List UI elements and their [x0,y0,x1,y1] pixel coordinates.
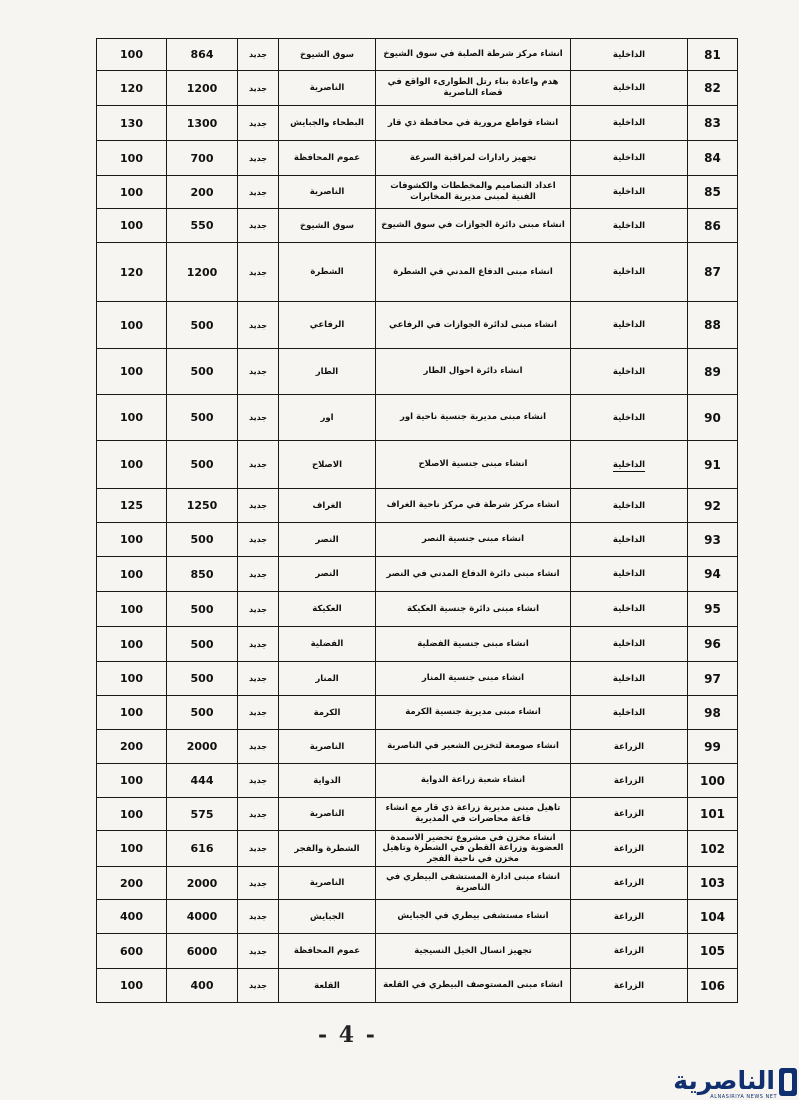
cost-cell: 100 [97,696,167,730]
type-cell: جديد [238,831,279,867]
type-cell: جديد [238,71,279,106]
table-row [97,831,738,867]
department-cell: الداخلية [571,302,688,349]
row-number-cell: 82 [688,71,738,106]
cost-cell: 100 [97,349,167,395]
type-cell: جديد [238,489,279,523]
location-cell: الناصرية [279,730,376,764]
project-name-cell: انشاء مبنى الدفاع المدني في الشطرة [376,243,571,302]
row-number-cell: 84 [688,141,738,176]
location-cell: الناصرية [279,71,376,106]
row-number-cell: 103 [688,867,738,900]
table-row [97,349,738,395]
type-cell: جديد [238,798,279,831]
type-cell: جديد [238,730,279,764]
quantity-cell: 500 [167,627,238,662]
cost-cell: 100 [97,627,167,662]
project-name-cell: انشاء مركز شرطة في مركز ناحية الغراف [376,489,571,523]
department-cell: الداخلية [571,71,688,106]
location-cell: الناصرية [279,176,376,209]
table-row [97,696,738,730]
projects-table-body [97,39,738,1003]
cost-cell: 100 [97,831,167,867]
project-name-cell: انشاء مبنى ادارة المستشفى البيطري في الناصرية [376,867,571,900]
department-cell: الزراعة [571,730,688,764]
type-cell: جديد [238,867,279,900]
department-cell: الداخلية [571,557,688,592]
logo-text: الناصرية [673,1066,775,1095]
quantity-cell: 500 [167,696,238,730]
cost-cell: 100 [97,523,167,557]
type-cell: جديد [238,764,279,798]
project-name-cell: انشاء مبنى دائرة الدفاع المدني في النصر [376,557,571,592]
quantity-cell: 616 [167,831,238,867]
project-name-cell: انشاء مخزن في مشروع تحضير الاسمدة العضوية وزراعة القطن في الشطرة وتاهيل مخزن في ناحية الفجر [376,831,571,867]
cost-cell: 200 [97,730,167,764]
row-number-cell: 83 [688,106,738,141]
row-number-cell: 97 [688,662,738,696]
table-row [97,592,738,627]
quantity-cell: 2000 [167,867,238,900]
location-cell: عموم المحافظة [279,141,376,176]
location-cell: الاصلاح [279,441,376,489]
quantity-cell: 200 [167,176,238,209]
row-number-cell: 86 [688,209,738,243]
quantity-cell: 6000 [167,934,238,969]
type-cell: جديد [238,627,279,662]
department-cell: الداخلية [571,176,688,209]
project-name-cell: انشاء دائرة احوال الطار [376,349,571,395]
type-cell: جديد [238,106,279,141]
table-row [97,798,738,831]
location-cell: الدواية [279,764,376,798]
row-number-cell: 94 [688,557,738,592]
cost-cell: 100 [97,441,167,489]
cost-cell: 200 [97,867,167,900]
type-cell: جديد [238,696,279,730]
location-cell: النصر [279,557,376,592]
quantity-cell: 1200 [167,71,238,106]
department-cell: الداخلية [571,523,688,557]
department-cell: الزراعة [571,867,688,900]
department-cell: الداخلية [571,243,688,302]
table-row [97,302,738,349]
cost-cell: 100 [97,209,167,243]
type-cell: جديد [238,395,279,441]
cost-cell: 100 [97,39,167,71]
project-name-cell: انشاء مبنى جنسية النصر [376,523,571,557]
quantity-cell: 1200 [167,243,238,302]
department-cell: الداخلية [571,349,688,395]
row-number-cell: 101 [688,798,738,831]
table-row [97,71,738,106]
row-number-cell: 106 [688,969,738,1003]
project-name-cell: تجهيز انسال الخيل النسيجية [376,934,571,969]
project-name-cell: انشاء مبنى دائرة الجوازات في سوق الشيوخ [376,209,571,243]
row-number-cell: 85 [688,176,738,209]
quantity-cell: 1250 [167,489,238,523]
quantity-cell: 500 [167,592,238,627]
location-cell: الطار [279,349,376,395]
quantity-cell: 444 [167,764,238,798]
row-number-cell: 95 [688,592,738,627]
quantity-cell: 1300 [167,106,238,141]
table-row [97,867,738,900]
cost-cell: 100 [97,764,167,798]
project-name-cell: انشاء قواطع مرورية في محافظة ذي قار [376,106,571,141]
type-cell: جديد [238,592,279,627]
quantity-cell: 4000 [167,900,238,934]
quantity-cell: 500 [167,349,238,395]
type-cell: جديد [238,900,279,934]
cost-cell: 100 [97,592,167,627]
table-row [97,441,738,489]
row-number-cell: 93 [688,523,738,557]
logo-subtitle: ALNASIRIYA NEWS NET [710,1094,777,1100]
project-name-cell: انشاء مبنى جنسية الفضلية [376,627,571,662]
logo-mark-icon [779,1068,797,1096]
department-cell: الداخلية [571,627,688,662]
quantity-cell: 700 [167,141,238,176]
table-row [97,662,738,696]
row-number-cell: 81 [688,39,738,71]
location-cell: الناصرية [279,867,376,900]
department-cell: الداخلية [571,395,688,441]
type-cell: جديد [238,141,279,176]
quantity-cell: 2000 [167,730,238,764]
project-name-cell: اعداد التصاميم والمخططات والكشوفات الفنية لمبنى مديرية المخابرات [376,176,571,209]
type-cell: جديد [238,209,279,243]
row-number-cell: 96 [688,627,738,662]
project-name-cell: انشاء صومعة لتخزين الشعير في الناصرية [376,730,571,764]
project-name-cell: انشاء مبنى مديرية جنسية الكرمة [376,696,571,730]
row-number-cell: 92 [688,489,738,523]
row-number-cell: 102 [688,831,738,867]
type-cell: جديد [238,523,279,557]
table-row [97,141,738,176]
table-row [97,627,738,662]
table-row [97,395,738,441]
cost-cell: 100 [97,969,167,1003]
type-cell: جديد [238,176,279,209]
quantity-cell: 575 [167,798,238,831]
table-row [97,176,738,209]
row-number-cell: 105 [688,934,738,969]
department-cell: الزراعة [571,969,688,1003]
table-row [97,106,738,141]
location-cell: اور [279,395,376,441]
table-row [97,969,738,1003]
cost-cell: 120 [97,71,167,106]
location-cell: الشطرة والفجر [279,831,376,867]
table-row [97,523,738,557]
project-name-cell: انشاء مبنى المستوصف البيطري في القلعة [376,969,571,1003]
cost-cell: 100 [97,141,167,176]
location-cell: العكيكة [279,592,376,627]
table-row [97,764,738,798]
type-cell: جديد [238,557,279,592]
row-number-cell: 88 [688,302,738,349]
type-cell: جديد [238,662,279,696]
department-cell: الداخلية [571,209,688,243]
quantity-cell: 500 [167,395,238,441]
cost-cell: 100 [97,302,167,349]
row-number-cell: 87 [688,243,738,302]
department-cell: الزراعة [571,934,688,969]
project-name-cell: تاهيل مبنى مديرية زراعة ذي قار مع انشاء قاعة محاضرات في المديرية [376,798,571,831]
type-cell: جديد [238,302,279,349]
quantity-cell: 500 [167,302,238,349]
department-cell: الداخلية [571,39,688,71]
type-cell: جديد [238,969,279,1003]
department-cell: الداخلية [571,489,688,523]
cost-cell: 125 [97,489,167,523]
table-row [97,934,738,969]
project-name-cell: انشاء شعبة زراعة الدواية [376,764,571,798]
cost-cell: 130 [97,106,167,141]
row-number-cell: 90 [688,395,738,441]
project-name-cell: تجهيز رادارات لمراقبة السرعة [376,141,571,176]
row-number-cell: 104 [688,900,738,934]
location-cell: النصر [279,523,376,557]
site-logo [664,1064,799,1100]
quantity-cell: 550 [167,209,238,243]
table-row [97,39,738,71]
department-label: الداخلية [612,459,646,470]
row-number-cell: 100 [688,764,738,798]
type-cell: جديد [238,39,279,71]
project-name-cell: انشاء مبنى مديرية جنسية ناحية اور [376,395,571,441]
department-cell [571,441,688,489]
location-cell: سوق الشيوخ [279,209,376,243]
department-cell: الزراعة [571,900,688,934]
cost-cell: 120 [97,243,167,302]
location-cell: المنار [279,662,376,696]
location-cell: سوق الشيوخ [279,39,376,71]
location-cell: الناصرية [279,798,376,831]
department-cell: الداخلية [571,696,688,730]
table-row [97,730,738,764]
type-cell: جديد [238,243,279,302]
location-cell: الجبايش [279,900,376,934]
project-name-cell: انشاء مبنى دائرة جنسية العكيكة [376,592,571,627]
row-number-cell: 98 [688,696,738,730]
cost-cell: 100 [97,176,167,209]
location-cell: الغراف [279,489,376,523]
cost-cell: 100 [97,662,167,696]
type-cell: جديد [238,349,279,395]
table-row [97,900,738,934]
row-number-cell: 91 [688,441,738,489]
department-cell: الداخلية [571,662,688,696]
type-cell: جديد [238,441,279,489]
table-row [97,243,738,302]
row-number-cell: 89 [688,349,738,395]
cost-cell: 100 [97,557,167,592]
location-cell: الشطرة [279,243,376,302]
cost-cell: 100 [97,395,167,441]
department-cell: الزراعة [571,831,688,867]
row-number-cell: 99 [688,730,738,764]
cost-cell: 100 [97,798,167,831]
location-cell: عموم المحافظة [279,934,376,969]
project-name-cell: هدم واعادة بناء رتل الطوارىء الواقع في قضاء الناصرية [376,71,571,106]
location-cell: الفضلية [279,627,376,662]
project-name-cell: انشاء مبنى جنسية الاصلاح [376,441,571,489]
project-name-cell: انشاء مستشفى بيطري في الجبايش [376,900,571,934]
type-cell: جديد [238,934,279,969]
cost-cell: 400 [97,900,167,934]
location-cell: الرفاعي [279,302,376,349]
location-cell: الكرمة [279,696,376,730]
table-row [97,209,738,243]
table-row [97,489,738,523]
quantity-cell: 500 [167,441,238,489]
department-cell: الداخلية [571,141,688,176]
quantity-cell: 850 [167,557,238,592]
project-name-cell: انشاء مبنى لدائرة الجوازات في الرفاعي [376,302,571,349]
department-cell: الزراعة [571,798,688,831]
department-cell: الزراعة [571,764,688,798]
page-number: - 4 - [318,1022,377,1048]
table-row [97,557,738,592]
quantity-cell: 864 [167,39,238,71]
cost-cell: 600 [97,934,167,969]
projects-table [96,38,738,1003]
project-name-cell: انشاء مبنى جنسية المنار [376,662,571,696]
quantity-cell: 500 [167,523,238,557]
location-cell: البطحاء والجبايش [279,106,376,141]
project-name-cell: انشاء مركز شرطة الصلبة في سوق الشيوخ [376,39,571,71]
department-cell: الداخلية [571,592,688,627]
quantity-cell: 500 [167,662,238,696]
department-cell: الداخلية [571,106,688,141]
location-cell: القلعة [279,969,376,1003]
quantity-cell: 400 [167,969,238,1003]
